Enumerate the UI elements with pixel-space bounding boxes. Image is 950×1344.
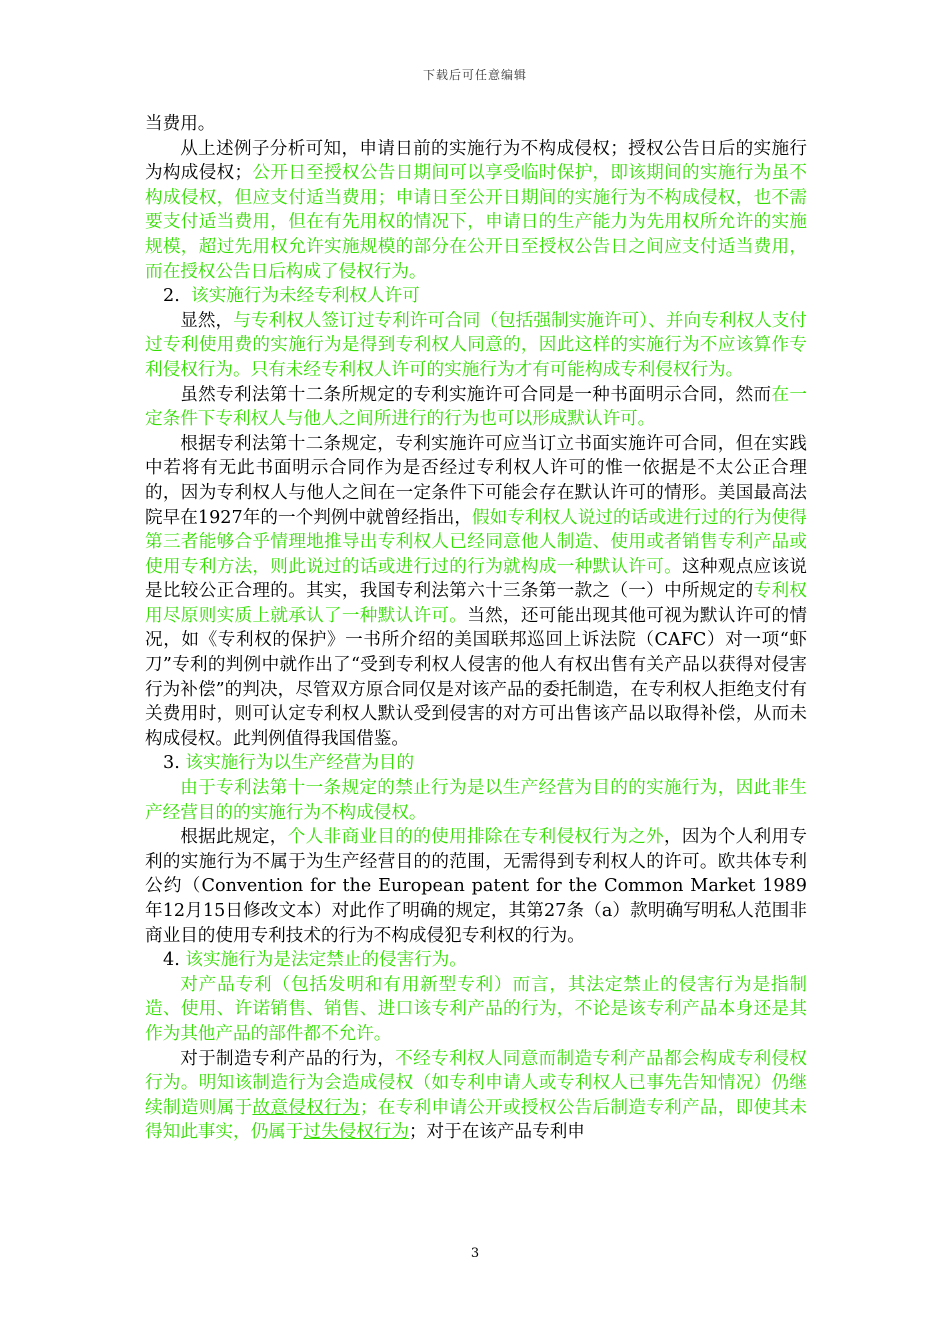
text-run: 虽然专利法第十二条所规定的专利实施许可合同是一种书面明示合同，然而	[180, 384, 772, 405]
section-heading-4	[145, 948, 807, 973]
underlined-term: 过失侵权行为	[303, 1122, 409, 1143]
highlighted-text: ；在专利申请公开或授权公告后制造专利产品，即使其未得知此事实，仍属于	[145, 1097, 807, 1143]
highlighted-text: 专利权用尽原则实质上就承认了一种默认许可。	[145, 581, 807, 626]
page-number: 3	[470, 1246, 480, 1261]
section-heading-3	[145, 751, 807, 776]
document-body	[145, 112, 807, 1145]
heading-text: 该实施行为以生产经营为目的	[185, 753, 415, 774]
text-run: 根据专利法第十二条规定，专利实施许可应当订立书面实施许可合同，但在实践中若将有无此书面明示合同作为是否经过专利权人许可的惟一依据是不太公正合理的，因为专利权人与他人之间在一定条件下可能会存在默认许可的情形。美国最高法院早在1927年的一个判例中就曾经指出，	[145, 433, 807, 528]
highlighted-text: 与专利权人签订过专利许可合同（包括强制实施许可）、并向专利权人支付过专利使用费的实施行为是得到专利权人同意的，因此这样的实施行为不应该算作专利侵权行为。只有未经专利权人许可的实施行为才有可能构成专利侵权行为。	[145, 310, 807, 380]
text-run: 当费用。	[145, 114, 216, 134]
paragraph-1	[145, 112, 807, 137]
text-run: 根据此规定，	[180, 827, 288, 848]
text-run: 从上述例子分析可知，申请日前的实施行为不构成侵权；授权公告日后的实施行为构成侵权；	[145, 138, 807, 184]
paragraph-7	[145, 825, 807, 948]
text-run: 当然，还可能出现其他可视为默认许可的情况，如《专利权的保护》一书所介绍的美国联邦巡回上诉法院（CAFC）对一项“虾刀”专利的判例中就作出了“受到专利权人侵害的他人有权出售有关产品以获得对侵害行为补偿”的判决，尽管双方原合同仅是对该产品的委托制造，在专利权人拒绝支付有关费用时，则可认定专利权人默认受到侵害的对方可出售该产品以取得补偿，从而未构成侵权。此判例值得我国借鉴。	[145, 605, 807, 749]
paragraph-4	[145, 383, 807, 432]
paragraph-5	[145, 432, 807, 752]
highlighted-text: 假如专利权人说过的话或进行过的行为使得第三者能够合乎情理地推导出专利权人已经同意他人制造、使用或者销售专利产品或使用专利方法，则此说过的话或进行过的行为就构成一种默认许可。	[145, 507, 807, 577]
highlighted-text: 不经专利权人同意而制造专利产品都会构成专利侵权行为。明知该制造行为会造成侵权（如专利申请人或专利权人已事先告知情况）仍继续制造则属于	[145, 1048, 807, 1118]
paragraph-3	[145, 309, 807, 383]
underlined-term: 故意侵权行为	[252, 1097, 360, 1118]
paragraph-6	[145, 776, 807, 825]
highlighted-text: 对产品专利（包括发明和有用新型专利）而言，其法定禁止的侵害行为是指制造、使用、许诺销售、销售、进口该专利产品的行为，不论是该专利产品本身还是其作为其他产品的部件都不允许。	[145, 974, 807, 1044]
section-heading-2	[145, 284, 807, 309]
paragraph-2	[145, 137, 807, 285]
highlighted-text: 在一定条件下专利权人与他人之间所进行的行为也可以形成默认许可。	[145, 384, 807, 430]
heading-number: 2.	[163, 286, 180, 307]
heading-text: 该实施行为是法定禁止的侵害行为。	[185, 950, 467, 971]
paragraph-9	[145, 1047, 807, 1145]
text-run: 显然，	[180, 310, 234, 331]
text-run: ；对于在该产品专利申	[408, 1122, 585, 1143]
text-run: 这种观点应该说是比较公正合理的。其实，我国专利法第六十三条第一款之（一）中所规定的	[145, 556, 807, 602]
heading-text: 该实施行为未经专利权人许可	[190, 286, 420, 307]
highlighted-text: 个人非商业目的的使用排除在专利侵权行为之外	[287, 827, 664, 848]
page-header: 下载后可任意编辑	[422, 68, 527, 82]
highlighted-text: 公开日至授权公告日期间可以享受临时保护，即该期间的实施行为虽不构成侵权，但应支付适当费用；申请日至公开日期间的实施行为不构成侵权，也不需要支付适当费用，但在有先用权的情况下，申请日的生产能力为先用权所允许的实施规模，超过先用权允许实施规模的部分在公开日至授权公告日之间应支付适当费用，而在授权公告日后构成了侵权行为。	[145, 163, 807, 282]
paragraph-8	[145, 973, 807, 1047]
heading-number: 4.	[163, 950, 180, 971]
highlighted-text: 由于专利法第十一条规定的禁止行为是以生产经营为目的的实施行为，因此非生产经营目的的实施行为不构成侵权。	[145, 778, 807, 823]
text-run: ，因为个人利用专利的实施行为不属于为生产经营目的的范围，无需得到专利权人的许可。欧共体专利公约（Convention for the European patent for the Common Market 1989年12月15日修改文本）对此作了明确的规定，其第27条（a）款明确写明私人范围非商业目的使用专利技术的行为不构成侵犯专利权的行为。	[145, 827, 807, 946]
text-run: 对于制造专利产品的行为，	[180, 1048, 396, 1069]
heading-number: 3.	[163, 753, 180, 774]
